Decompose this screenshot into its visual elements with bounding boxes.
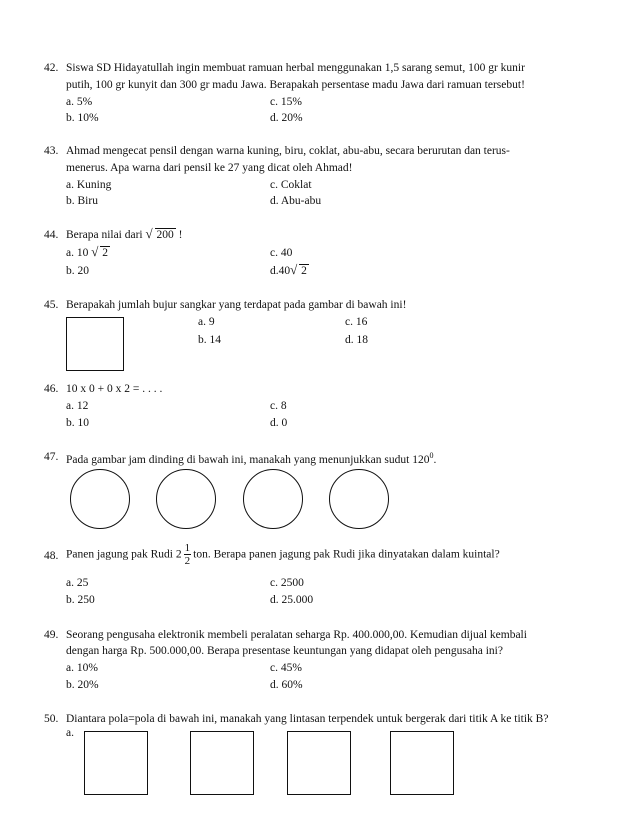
q49-text-line2: dengan harga Rp. 500.000,00. Berapa presentase keuntungan yang didapat oleh pengusaha ini? bbox=[66, 645, 503, 657]
q50-text-line1: Diantara pola=pola di bawah ini, manakah yang lintasan terpendek untuk bergerak dari titik A ke titik B? bbox=[66, 713, 549, 725]
clock-circle-2 bbox=[156, 469, 216, 529]
q44-option-b: b. 20 bbox=[66, 265, 89, 277]
q44-option-d-radicand: 2 bbox=[301, 265, 307, 277]
q45-number: 45. bbox=[44, 299, 59, 311]
q48-text-line1 bbox=[66, 542, 500, 567]
q43-text-line1: Ahmad mengecat pensil dengan warna kuning, biru, coklat, abu-abu, secara berurutan dan terus- bbox=[66, 145, 510, 157]
q44-suffix: ! bbox=[178, 229, 183, 241]
q48-suffix: ton. Berapa panen jagung pak Rudi jika dinyatakan dalam kuintal? bbox=[193, 548, 500, 561]
q42-number: 42. bbox=[44, 62, 59, 74]
clock-circle-1 bbox=[70, 469, 130, 529]
q44-option-c: c. 40 bbox=[270, 247, 293, 259]
clock-circle-4 bbox=[329, 469, 389, 529]
q42-option-b: b. 10% bbox=[66, 112, 99, 124]
q50-number: 50. bbox=[44, 713, 59, 725]
q44-option-d bbox=[270, 262, 309, 277]
q44-option-a-sqrt: √ 2 bbox=[91, 244, 108, 259]
q49-text-line1: Seorang pengusaha elektronik membeli peralatan seharga Rp. 400.000,00. Kemudian dijual kembali bbox=[66, 629, 527, 641]
q50-pattern-box-1 bbox=[84, 731, 148, 795]
q43-text-line2: menerus. Apa warna dari pensil ke 27 yang dicat oleh Ahmad! bbox=[66, 162, 353, 174]
q47-degree: 0 bbox=[429, 451, 434, 460]
q45-square-figure bbox=[66, 317, 124, 371]
q47-text: Pada gambar jam dinding di bawah ini, manakah yang menunjukkan sudut 120 bbox=[66, 453, 430, 466]
q44-question bbox=[66, 226, 183, 241]
q44-option-d-prefix: d.40 bbox=[270, 265, 291, 277]
q43-option-b: b. Biru bbox=[66, 195, 98, 207]
q48-frac-denominator: 2 bbox=[184, 555, 191, 567]
q47-number: 47. bbox=[44, 451, 59, 463]
q48-option-c: c. 2500 bbox=[270, 577, 304, 589]
q48-fraction bbox=[184, 542, 192, 567]
q46-number: 46. bbox=[44, 383, 59, 395]
q46-option-b: b. 10 bbox=[66, 417, 89, 429]
q42-option-d: d. 20% bbox=[270, 112, 303, 124]
q49-option-a: a. 10% bbox=[66, 662, 98, 674]
clock-circle-3 bbox=[243, 469, 303, 529]
q45-text-line1: Berapakah jumlah bujur sangkar yang terdapat pada gambar di bawah ini! bbox=[66, 299, 407, 311]
q43-option-c: c. Coklat bbox=[270, 179, 312, 191]
q44-radicand: 200 bbox=[156, 229, 174, 241]
q42-option-a: a. 5% bbox=[66, 96, 93, 108]
q44-sqrt: √ 200 bbox=[145, 226, 174, 241]
q45-option-a: a. 9 bbox=[198, 316, 215, 328]
q43-option-d: d. Abu-abu bbox=[270, 195, 322, 207]
q49-option-b: b. 20% bbox=[66, 679, 99, 691]
q44-option-d-sqrt: √ 2 bbox=[290, 262, 307, 277]
q48-number: 48. bbox=[44, 550, 59, 562]
q50-pattern-box-2 bbox=[190, 731, 254, 795]
q48-prefix: Panen jagung pak Rudi 2 bbox=[66, 548, 182, 561]
q44-prefix: Berapa nilai dari bbox=[66, 229, 143, 241]
q48-frac-numerator: 1 bbox=[184, 542, 191, 554]
q45-option-b: b. 14 bbox=[198, 334, 221, 346]
q50-pattern-box-3 bbox=[287, 731, 351, 795]
q44-option-a-prefix: a. 10 bbox=[66, 247, 89, 259]
q47-text-line1 bbox=[66, 451, 436, 466]
q48-option-b: b. 250 bbox=[66, 594, 95, 606]
q44-option-a-radicand: 2 bbox=[102, 247, 108, 259]
q46-option-c: c. 8 bbox=[270, 400, 287, 412]
q50-pattern-box-4 bbox=[390, 731, 454, 795]
q48-option-a: a. 25 bbox=[66, 577, 89, 589]
q43-option-a: a. Kuning bbox=[66, 179, 112, 191]
q45-option-d: d. 18 bbox=[345, 334, 368, 346]
q50-option-a: a. bbox=[66, 727, 74, 739]
q48-option-d: d. 25.000 bbox=[270, 594, 314, 606]
q46-text-line1: 10 x 0 + 0 x 2 = . . . . bbox=[66, 383, 163, 395]
q44-number: 44. bbox=[44, 229, 59, 241]
q42-text-line1: Siswa SD Hidayatullah ingin membuat ramuan herbal menggunakan 1,5 sarang semut, 100 gr kunir bbox=[66, 62, 525, 74]
q49-option-d: d. 60% bbox=[270, 679, 303, 691]
q42-text-line2: putih, 100 gr kunyit dan 300 gr madu Jawa. Berapakah persentase madu Jawa dari ramuan tersebut! bbox=[66, 79, 525, 91]
q44-option-a bbox=[66, 244, 110, 259]
q45-option-c: c. 16 bbox=[345, 316, 368, 328]
q43-number: 43. bbox=[44, 145, 59, 157]
q42-option-c: c. 15% bbox=[270, 96, 302, 108]
q46-option-d: d. 0 bbox=[270, 417, 288, 429]
q47-end: . bbox=[433, 453, 437, 466]
q49-option-c: c. 45% bbox=[270, 662, 302, 674]
q49-number: 49. bbox=[44, 629, 59, 641]
q46-option-a: a. 12 bbox=[66, 400, 89, 412]
